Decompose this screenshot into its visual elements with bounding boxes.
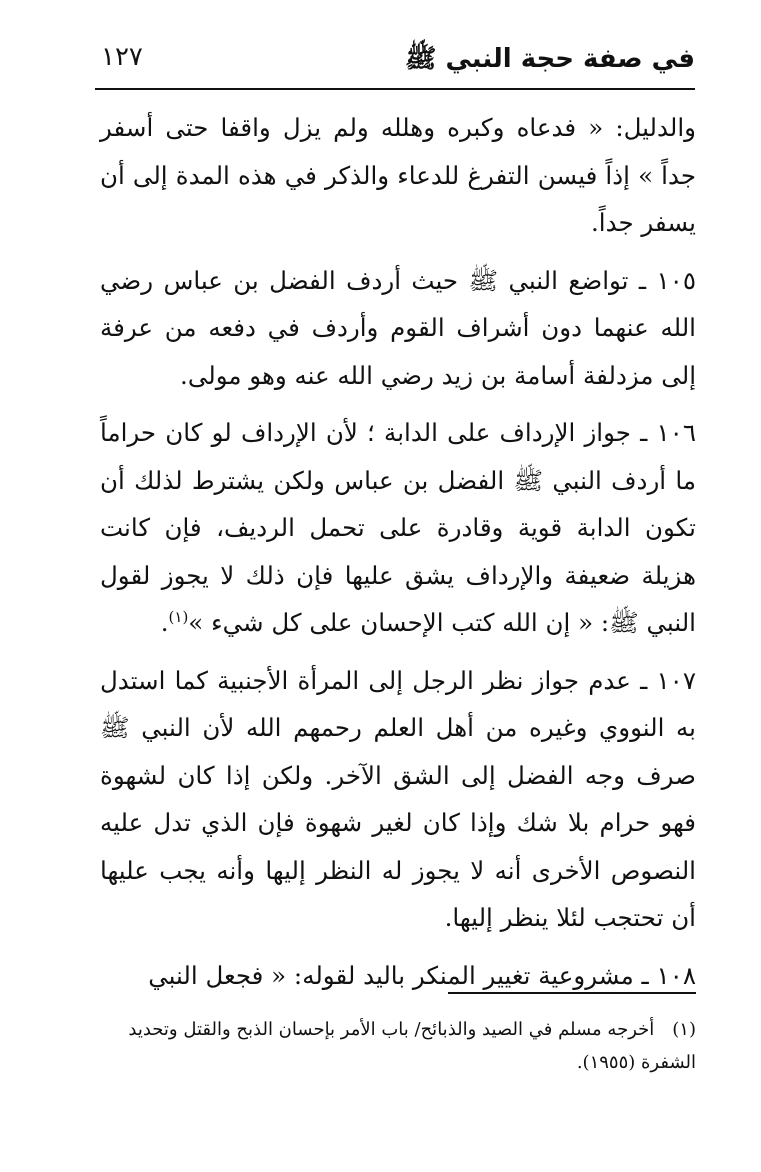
paragraph-106-end: . [160,608,169,637]
page-header [95,38,695,90]
running-title: في صفة حجة النبي ﷺ [405,44,695,74]
footnote-separator [448,992,696,994]
paragraph-evidence: والدليل: « فدعاه وكبره وهلله ولم يزل واقفا حتى أسفر جداً » إذاً فيسن التفرغ للدعاء والذكر في هذه المدة إلى أن يسفر جداً. [100,113,696,237]
paragraph-105: ١٠٥ ـ تواضع النبي ﷺ حيث أردف الفضل بن عباس رضي الله عنهما دون أشراف القوم وأردف في دفعه من عرفة إلى مزدلفة أسامة بن زيد رضي الله عنه وهو مولى. [100,265,696,390]
footnote-text: أخرجه مسلم في الصيد والذبائح/ باب الأمر بإحسان الذبح والقتل وتحديد الشفرة (١٩٥٥). [128,1019,696,1073]
main-text [100,104,696,1009]
paragraph-107: ١٠٧ ـ عدم جواز نظر الرجل إلى المرأة الأجنبية كما استدل به النووي وغيره من أهل العلم رحمهم الله لأن النبي ﷺ صرف وجه الفضل إلى الشق الآخر. ولكن إذا كان لشهوة فهو حرام بلا شك وإذا كان لغير شهوة فإن الذي تدل عليه النصوص الأخرى أنه لا يجوز له النظر إليها وأنه يجب عليها أن تحتجب لئلا ينظر إليها. [100,665,696,932]
footnote-reference[interactable]: (١) [168,607,189,626]
footnote-marker: (١) [672,1019,696,1040]
paragraph-108: ١٠٨ ـ مشروعية تغيير المنكر باليد لقوله: « فجعل النبي [148,960,696,990]
paragraph-106 [100,409,696,647]
footnote [92,1013,696,1079]
paragraph-106-text: ١٠٦ ـ جواز الإرداف على الدابة ؛ لأن الإرداف لو كان حراماً ما أردف النبي ﷺ الفضل بن عباس ولكن يشترط لذلك أن تكون الدابة قوية وقادرة على تحمل الرديف، فإن كانت هزيلة ضعيفة والإرداف يشق عليها فإن ذلك لا يجوز لقول النبي ﷺ: « إن الله كتب الإحسان على كل شيء » [100,418,696,637]
page-number: ١٢٧ [101,42,143,72]
